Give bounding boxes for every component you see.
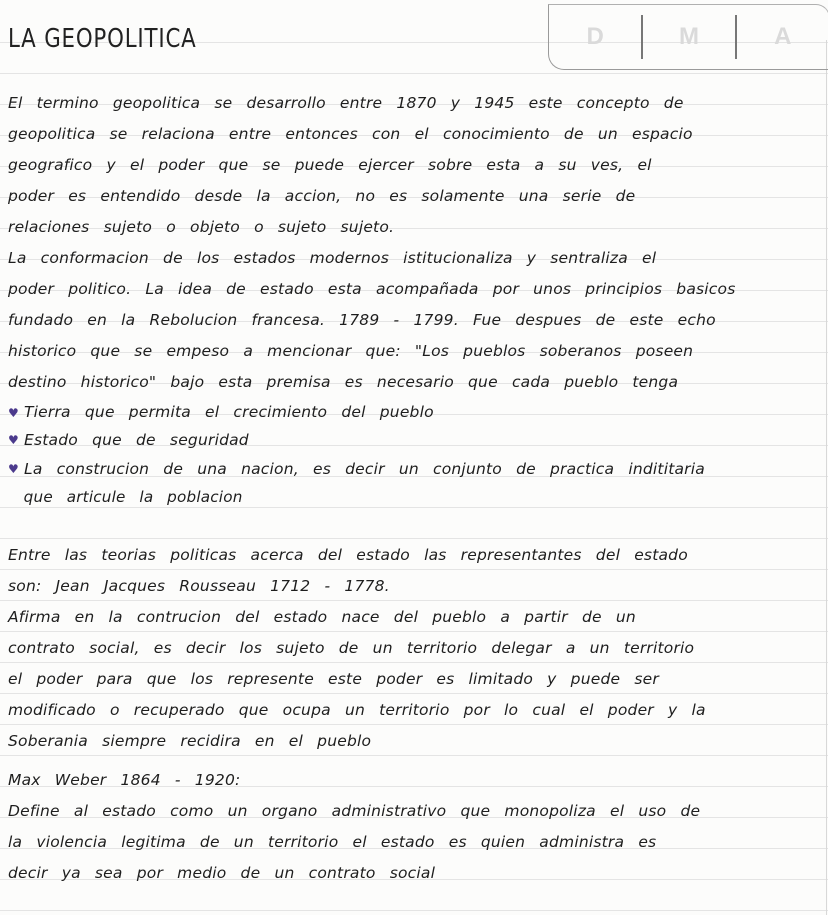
text-line: contrato social, es decir los sujeto de un territorio delegar a un territorio: [8, 639, 695, 657]
text-line: Afirma en la contrucion del estado nace del pueblo a partir de un: [8, 608, 636, 626]
paragraph-geopolitica-intro: [8, 88, 810, 398]
text-line: poder es entendido desde la accion, no es solamente una serie de: [8, 187, 636, 205]
list-item-continuation: que articule la poblacion: [23, 488, 243, 506]
text-line: El termino geopolitica se desarrollo entre 1870 y 1945 este concepto de: [8, 94, 684, 112]
text-line: el poder para que los represente este poder es limitado y puede ser: [8, 670, 659, 688]
date-day-label: D: [586, 23, 604, 50]
date-box: [548, 4, 828, 70]
list-item: [8, 452, 810, 486]
text-line: son: Jean Jacques Rousseau 1712 - 1778.: [8, 577, 390, 595]
list-item: [8, 397, 810, 428]
bullet-list: [8, 397, 810, 512]
list-item: [8, 428, 810, 452]
list-item-text: La construcion de una nacion, es decir un conjunto de practica indititaria: [24, 459, 705, 478]
text-line: decir ya sea por medio de un contrato social: [8, 864, 436, 882]
page-edge: [826, 40, 827, 915]
text-line: la violencia legitima de un territorio el estado es quien administra es: [8, 833, 657, 851]
text-line: Entre las teorias politicas acerca del estado las representantes del estado: [8, 546, 688, 564]
heart-icon: ♥: [8, 405, 19, 420]
text-line: geopolitica se relaciona entre entonces con el conocimiento de un espacio: [8, 125, 693, 143]
text-line: fundado en la Rebolucion francesa. 1789 - 1799. Fue despues de este echo: [8, 311, 716, 329]
heart-icon: ♥: [8, 433, 19, 447]
text-line: destino historico" bajo esta premisa es necesario que cada pueblo tenga: [8, 373, 679, 391]
heart-icon: ♥: [8, 462, 19, 476]
text-line: geografico y el poder que se puede ejercer sobre esta a su ves, el: [8, 156, 652, 174]
date-year-label: A: [774, 23, 792, 50]
paragraph-weber: [8, 765, 810, 889]
page-title: LA GEOPOLITICA: [8, 24, 197, 54]
paragraph-rousseau: [8, 540, 810, 757]
text-line: La conformacion de los estados modernos istitucionaliza y sentraliza el: [8, 249, 657, 267]
list-item-text: Tierra que permita el crecimiento del pueblo: [24, 403, 434, 421]
text-line: Soberania siempre recidira en el pueblo: [8, 732, 372, 750]
date-month-label: M: [678, 23, 699, 50]
list-item-text: Estado que de seguridad: [24, 430, 249, 449]
text-line: poder politico. La idea de estado esta acompañada por unos principios basicos: [8, 280, 736, 298]
text-line: modificado o recuperado que ocupa un territorio por lo cual el poder y la: [8, 701, 706, 719]
text-line: historico que se empeso a mencionar que: "Los pueblos soberanos poseen: [8, 342, 694, 360]
text-line: relaciones sujeto o objeto o sujeto sujeto.: [8, 218, 395, 236]
section-heading: Max Weber 1864 - 1920:: [8, 771, 241, 789]
text-line: Define al estado como un organo administrativo que monopoliza el uso de: [8, 802, 701, 820]
